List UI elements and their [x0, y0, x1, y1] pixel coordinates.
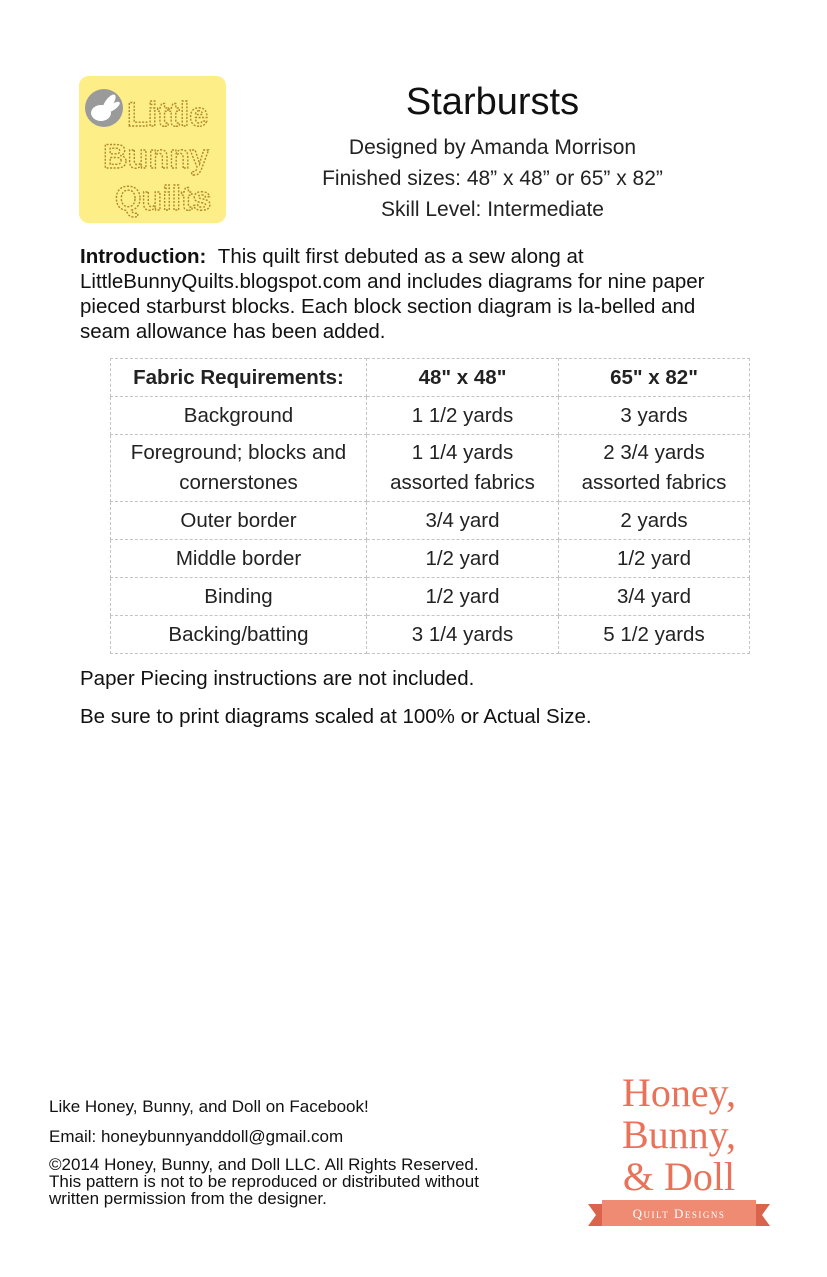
table-cell: Outer border — [111, 502, 367, 540]
table-row — [111, 578, 750, 616]
logo-text-bunny: Bunny — [103, 138, 209, 176]
honey-bunny-doll-logo — [588, 1072, 770, 1232]
table-header-cell: 65" x 82" — [559, 359, 750, 397]
introduction-paragraph — [80, 244, 740, 344]
table-row — [111, 540, 750, 578]
introduction-text: This quilt first debuted as a sew along at LittleBunnyQuilts.blogspot.com and includes diagrams for nine paper pieced starburst blocks. Each block section diagram is la-belled and seam allowance has been added. — [80, 245, 705, 343]
table-cell: 1/2 yard — [367, 540, 559, 578]
reproduction-notice-line: This pattern is not to be reproduced or distributed without — [49, 1172, 479, 1191]
table-row — [111, 435, 750, 502]
facebook-line: Like Honey, Bunny, and Doll on Facebook! — [49, 1097, 369, 1116]
table-cell: 1/2 yard — [559, 540, 750, 578]
brand-line-doll: & Doll — [622, 1154, 736, 1199]
instructions-notes — [80, 666, 592, 742]
finished-sizes-line: Finished sizes: 48” x 48” or 65” x 82” — [322, 167, 663, 190]
table-row — [111, 397, 750, 435]
table-cell: 3 1/4 yards — [367, 616, 559, 654]
table-cell: Binding — [111, 578, 367, 616]
ribbon-text: Quilt Designs — [632, 1206, 726, 1221]
table-cell: 1 1/4 yards assorted fabrics — [367, 435, 559, 502]
table-cell: Middle border — [111, 540, 367, 578]
page-title: Starbursts — [405, 81, 580, 123]
table-cell: Backing/batting — [111, 616, 367, 654]
introduction-label: Introduction: — [80, 245, 207, 268]
logo-graphic — [79, 76, 226, 223]
copyright-line: ©2014 Honey, Bunny, and Doll LLC. All Rights Reserved. — [49, 1155, 479, 1174]
fabric-requirements-table — [110, 358, 750, 654]
skill-level-line: Skill Level: Intermediate — [381, 198, 604, 221]
logo-text-little: Little — [127, 96, 209, 134]
table-row — [111, 616, 750, 654]
pattern-header — [250, 78, 735, 225]
table-row — [111, 502, 750, 540]
table-cell: 2 3/4 yards assorted fabrics — [559, 435, 750, 502]
table-header-cell: Fabric Requirements: — [111, 359, 367, 397]
table-cell: 5 1/2 yards — [559, 616, 750, 654]
table-cell: 3/4 yard — [559, 578, 750, 616]
table-cell: 2 yards — [559, 502, 750, 540]
email-line: Email: honeybunnyanddoll@gmail.com — [49, 1127, 344, 1146]
table-cell: Background — [111, 397, 367, 435]
table-cell: 3 yards — [559, 397, 750, 435]
bunny-icon — [85, 89, 123, 127]
brand-line-honey: Honey, — [621, 1070, 737, 1115]
table-header-cell: 48" x 48" — [367, 359, 559, 397]
brand-line-bunny: Bunny, — [621, 1112, 737, 1157]
table-cell: Foreground; blocks and cornerstones — [111, 435, 367, 502]
table-header-row — [111, 359, 750, 397]
table-cell: 1/2 yard — [367, 578, 559, 616]
logo-text-quilts: Quilts — [115, 180, 212, 218]
table-cell: 3/4 yard — [367, 502, 559, 540]
table-cell: 1 1/2 yards — [367, 397, 559, 435]
footer — [49, 1096, 609, 1207]
little-bunny-quilts-logo — [79, 76, 226, 223]
designer-line: Designed by Amanda Morrison — [348, 136, 637, 159]
print-scale-note: Be sure to print diagrams scaled at 100% or Actual Size. — [80, 705, 592, 728]
paper-piecing-note: Paper Piecing instructions are not included. — [80, 667, 475, 690]
reproduction-notice-line: written permission from the designer. — [49, 1189, 327, 1208]
